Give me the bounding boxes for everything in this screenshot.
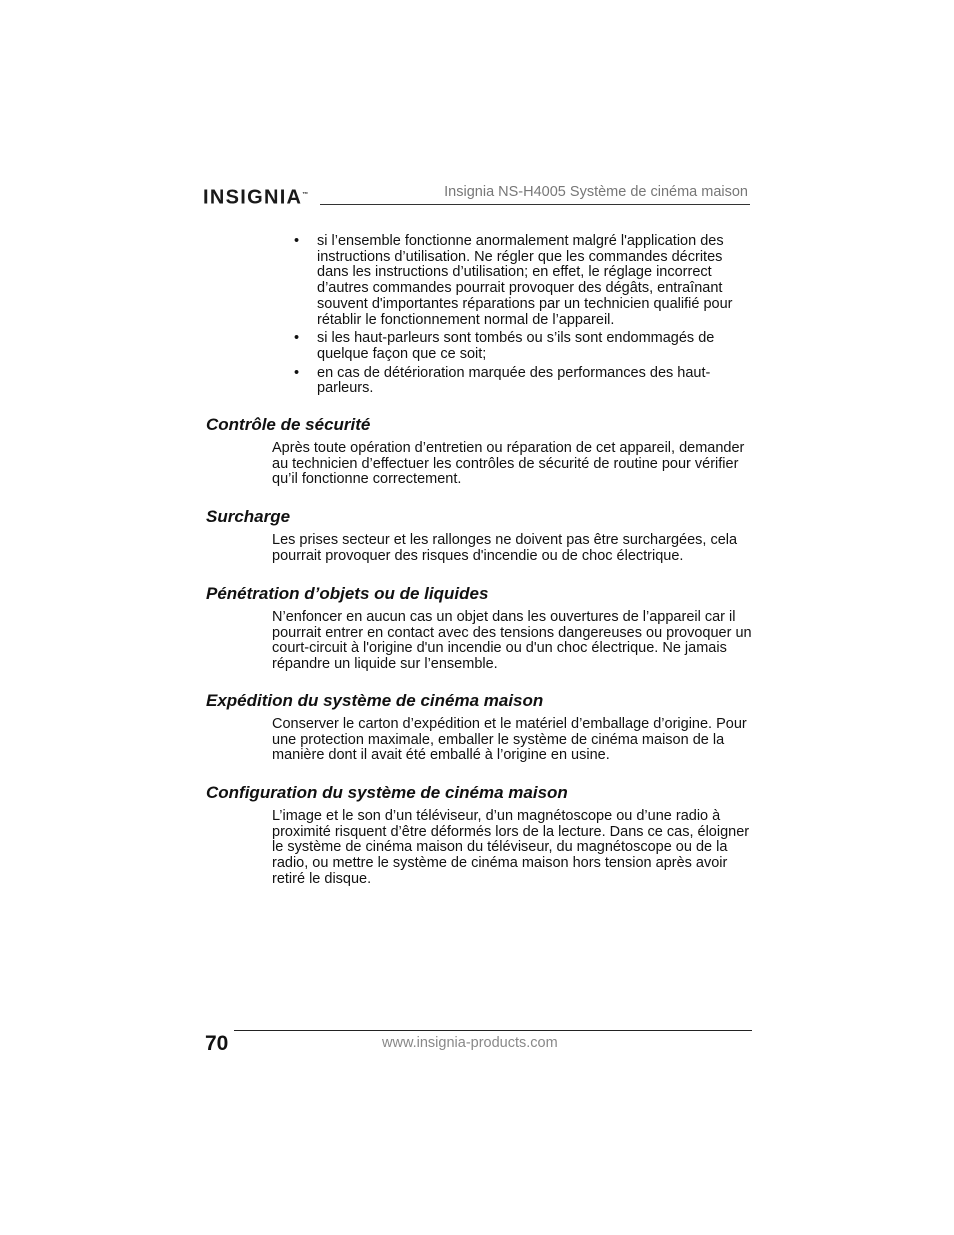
section-body: Les prises secteur et les rallonges ne doivent pas être surchargées, cela pourrait provoquer des risques d'incendie ou de choc électrique. xyxy=(272,532,738,564)
bullet-item xyxy=(292,366,754,397)
bullet-text: en cas de détérioration marquée des performances des haut-parleurs. xyxy=(317,364,711,397)
section-heading: Pénétration d’objets ou de liquides xyxy=(206,584,489,603)
footer-divider xyxy=(234,1030,752,1031)
section-heading: Surcharge xyxy=(206,507,291,526)
section-heading: Contrôle de sécurité xyxy=(206,415,371,434)
logo-text: INSIGNIA xyxy=(203,186,303,209)
footer-url: www.insignia-products.com xyxy=(382,1035,558,1051)
bullet-item xyxy=(292,331,754,362)
bullet-symbol: • xyxy=(294,233,300,249)
section-body: L’image et le son d’un téléviseur, d’un magnétoscope ou d’une radio à proximité risquent d’être déformés lors de la lecture. Dans ce cas, éloigner le système de cinéma maison du téléviseur, du magnétoscope ou de la radio, ou mettre le système de cinéma maison hors tension après avoir retiré le disque. xyxy=(272,808,750,887)
header-divider xyxy=(320,204,750,205)
section-body: Après toute opération d’entretien ou réparation de cet appareil, demander au technicien d’effectuer les contrôles de sécurité de routine pour vérifier qu’il fonctionne correctement. xyxy=(272,440,745,488)
bullet-text: si les haut-parleurs sont tombés ou s’ils sont endommagés de quelque façon que ce soit; xyxy=(317,330,715,362)
logo-trademark: ™ xyxy=(302,192,309,198)
bullet-symbol: • xyxy=(294,330,300,347)
section-body: Conserver le carton d’expédition et le matériel d’emballage d’origine. Pour une protection maximale, emballer le système de cinéma maison de la manière dont il avait été emballé à l’origine en usine. xyxy=(272,716,747,764)
insignia-logo xyxy=(203,183,308,210)
section-body: N’enfoncer en aucun cas un objet dans les ouvertures de l’appareil car il pourrait entrer en contact avec des tensions dangereuses ou provoquer un court-circuit à l'origine d'un incendie ou d'un choc électrique. Ne jamais répandre un liquide sur l’ensemble. xyxy=(272,609,752,673)
bullet-list xyxy=(292,234,754,400)
section-heading: Configuration du système de cinéma maison xyxy=(206,783,568,802)
page-number: 70 xyxy=(205,1032,229,1055)
header-title: Insignia NS-H4005 Système de cinéma maison xyxy=(444,184,748,200)
bullet-text: si l’ensemble fonctionne anormalement malgré l'application des instructions d’utilisation. Ne régler que les commandes décrites dans les instructions d’utilisation; en effet, le réglage incorrect d’autres commandes pourrait provoquer des dégâts, entraînant souvent d'importantes réparations par un technicien qualifié pour rétablir le fonctionnement normal de l’appareil. xyxy=(317,233,733,328)
bullet-item xyxy=(292,234,754,328)
section-heading: Expédition du système de cinéma maison xyxy=(206,691,544,710)
bullet-symbol: • xyxy=(294,364,300,381)
